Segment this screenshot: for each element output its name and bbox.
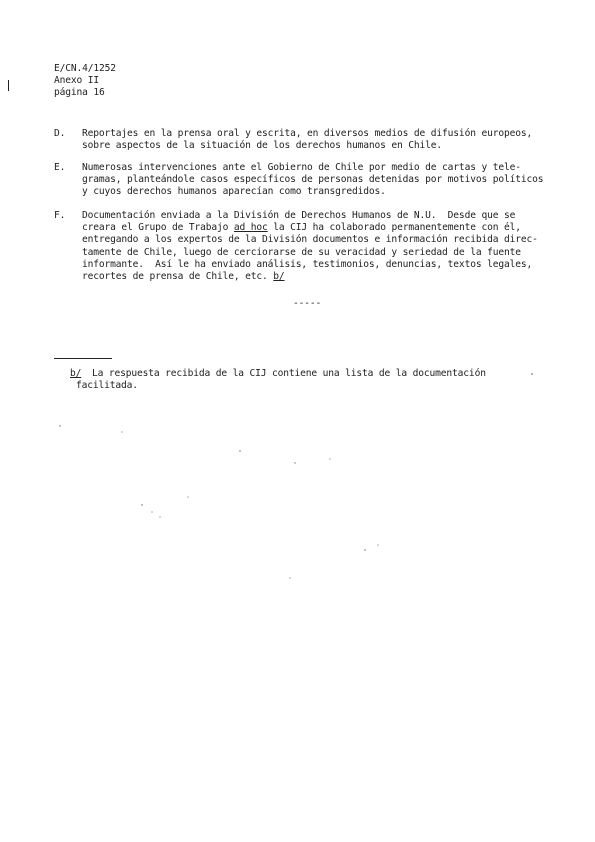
item-line: tamente de Chile, luego de cerciorarse de su veracidad y seriedad de la fuente xyxy=(82,246,521,258)
item-line-segment: la CIJ ha colaborado permanentemente con él, xyxy=(267,222,521,234)
document-symbol: E/CN.4/1252 xyxy=(54,63,116,74)
item-line: y cuyos derechos humanos aparecían como transgredidos. xyxy=(82,186,386,198)
item-line-segment: creara el Grupo de Trabajo xyxy=(82,222,234,234)
footnote-line: La respuesta recibida de la CIJ contiene una lista de la documentación xyxy=(92,368,486,379)
item-line-segment: recortes de prensa de Chile, etc. xyxy=(82,271,274,283)
item-line: Documentación enviada a la División de Derechos Humanos de N.U. Desde que se xyxy=(82,210,516,221)
item-line: gramas, planteándole casos específicos de personas detenidas por motivos políticos xyxy=(82,174,544,186)
annex-label: Anexo II xyxy=(54,75,100,87)
item-letter: D. xyxy=(54,128,66,139)
item-line: sobre aspectos de la situación de los derechos humanos en Chile. xyxy=(82,140,443,152)
footnote-reference: b/ xyxy=(273,271,285,283)
item-line: informante. Así le ha enviado análisis, testimonios, denuncias, textos legales, xyxy=(82,258,533,270)
item-letter: E. xyxy=(54,162,66,173)
footnote-line: facilitada. xyxy=(76,380,138,392)
ad-hoc-underlined: ad hoc xyxy=(233,222,268,234)
item-line: Numerosas intervenciones ante el Gobierno de Chile por medio de cartas y tele- xyxy=(82,162,521,173)
footnote-mark: b/ xyxy=(70,368,82,379)
item-line: entregando a los expertos de la División documentos e información recibida direc- xyxy=(82,234,538,246)
item-line: Reportajes en la prensa oral y escrita, en diversos medios de difusión europeos, xyxy=(82,128,533,139)
page-number: página 16 xyxy=(54,87,105,99)
section-divider: ----- xyxy=(293,298,322,309)
item-letter: F. xyxy=(54,210,66,221)
